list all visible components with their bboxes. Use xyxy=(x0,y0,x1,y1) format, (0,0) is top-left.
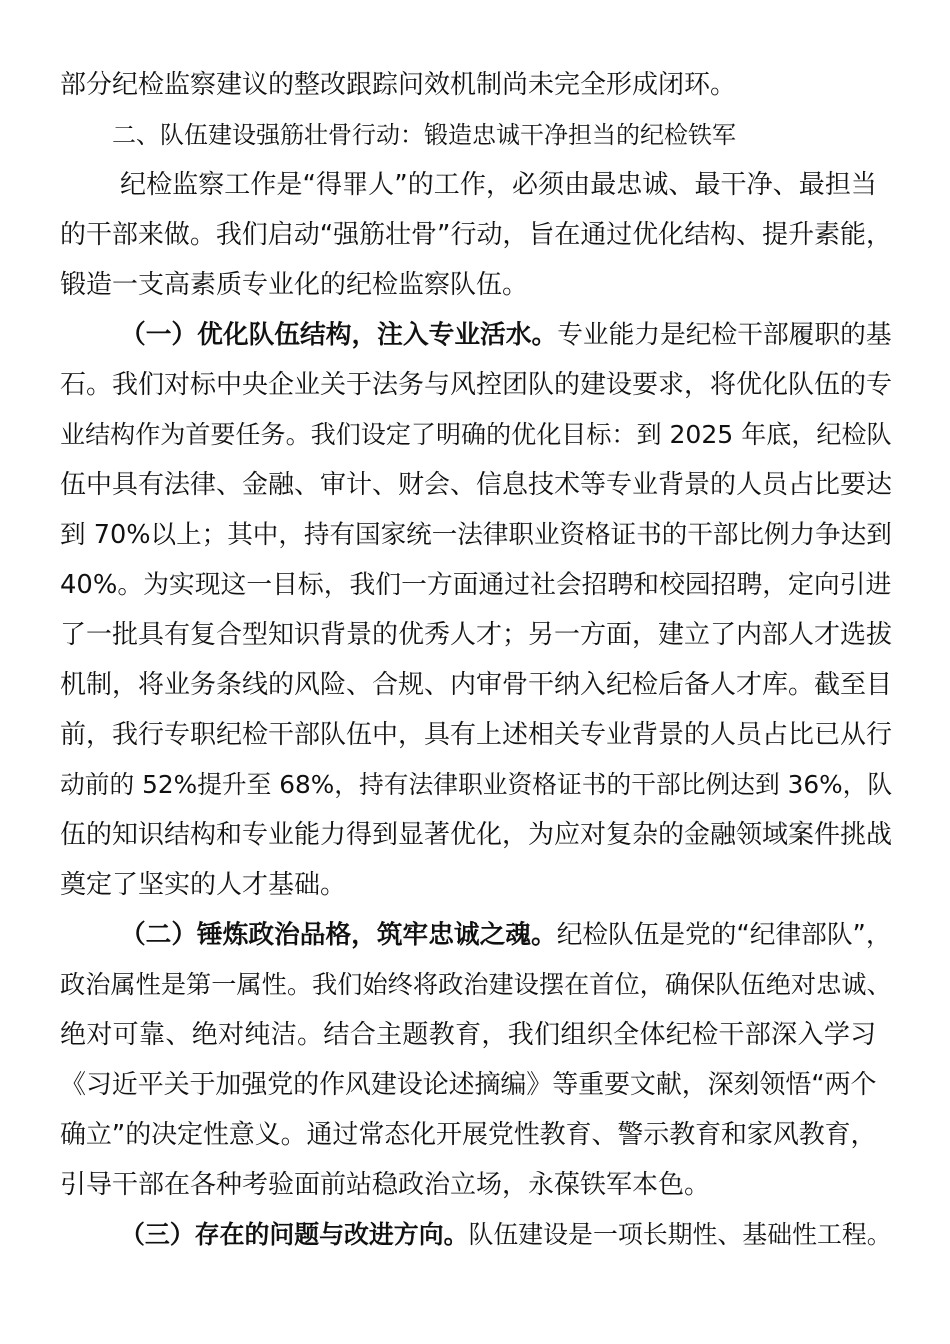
paragraph-line: 纪检监察工作是“得罪人”的工作，必须由最忠诚、最干净、最担当 xyxy=(120,170,877,200)
paragraph-text: 纪检队伍是党的“纪律部队”， xyxy=(556,920,892,950)
paragraph-text: 专业能力是纪检干部履职的基 xyxy=(557,320,892,350)
subsection-lead-line xyxy=(60,1210,892,1260)
subsection-title: （二）锤炼政治品格，筑牢忠诚之魂。 xyxy=(120,920,557,950)
paragraph-text: 队伍建设是一项长期性、基础性工程。 xyxy=(468,1220,892,1249)
subsection-title: （三）存在的问题与改进方向。 xyxy=(120,1220,469,1249)
subsection-lead-line xyxy=(60,910,892,960)
paragraph-line: 确立”的决定性意义。通过常态化开展党性教育、警示教育和家风教育， xyxy=(60,1120,877,1150)
subsection-lead-line xyxy=(60,310,892,360)
paragraph-line: 了一批具有复合型知识背景的优秀人才；另一方面，建立了内部人才选拔 xyxy=(60,620,893,650)
paragraph-line: 到 70%以上；其中，持有国家统一法律职业资格证书的干部比例力争达到 xyxy=(60,520,892,550)
paragraph-line: 动前的 52%提升至 68%，持有法律职业资格证书的干部比例达到 36%，队 xyxy=(60,770,893,799)
paragraph-line: 40%。为实现这一目标，我们一方面通过社会招聘和校园招聘，定向引进 xyxy=(60,570,892,600)
subsection-title: （一）优化队伍结构，注入专业活水。 xyxy=(120,320,558,350)
paragraph-line: 奠定了坚实的人才基础。 xyxy=(60,870,347,900)
paragraph-line: 绝对可靠、绝对纯洁。结合主题教育，我们组织全体纪检干部深入学习 xyxy=(60,1020,877,1050)
paragraph-line: 机制，将业务条线的风险、合规、内审骨干纳入纪检后备人才库。截至目 xyxy=(60,670,893,700)
paragraph-line: 的干部来做。我们启动“强筋壮骨”行动，旨在通过优化结构、提升素能， xyxy=(60,220,892,250)
paragraph-line: 伍中具有法律、金融、审计、财会、信息技术等专业背景的人员占比要达 xyxy=(60,470,893,500)
paragraph-line: 石。我们对标中央企业关于法务与风控团队的建设要求，将优化队伍的专 xyxy=(60,370,893,400)
paragraph-line: 前，我行专职纪检干部队伍中，具有上述相关专业背景的人员占比已从行 xyxy=(60,720,893,750)
document-page xyxy=(60,60,892,1260)
paragraph-line: 政治属性是第一属性。我们始终将政治建设摆在首位，确保队伍绝对忠诚、 xyxy=(60,970,892,999)
paragraph-line: 部分纪检监察建议的整改跟踪问效机制尚未完全形成闭环。 xyxy=(60,70,737,100)
paragraph-line: 伍的知识结构和专业能力得到显著优化，为应对复杂的金融领域案件挑战 xyxy=(60,820,893,850)
paragraph-line: 引导干部在各种考验面前站稳政治立场，永葆铁军本色。 xyxy=(60,1170,711,1200)
paragraph-line: 《习近平关于加强党的作风建设论述摘编》等重要文献，深刻领悟“两个 xyxy=(60,1070,877,1100)
section-heading: 二、队伍建设强筋壮骨行动：锻造忠诚干净担当的纪检铁军 xyxy=(112,121,736,149)
paragraph-line: 业结构作为首要任务。我们设定了明确的优化目标：到 2025 年底，纪检队 xyxy=(60,420,892,449)
paragraph-line: 锻造一支高素质专业化的纪检监察队伍。 xyxy=(60,270,529,300)
